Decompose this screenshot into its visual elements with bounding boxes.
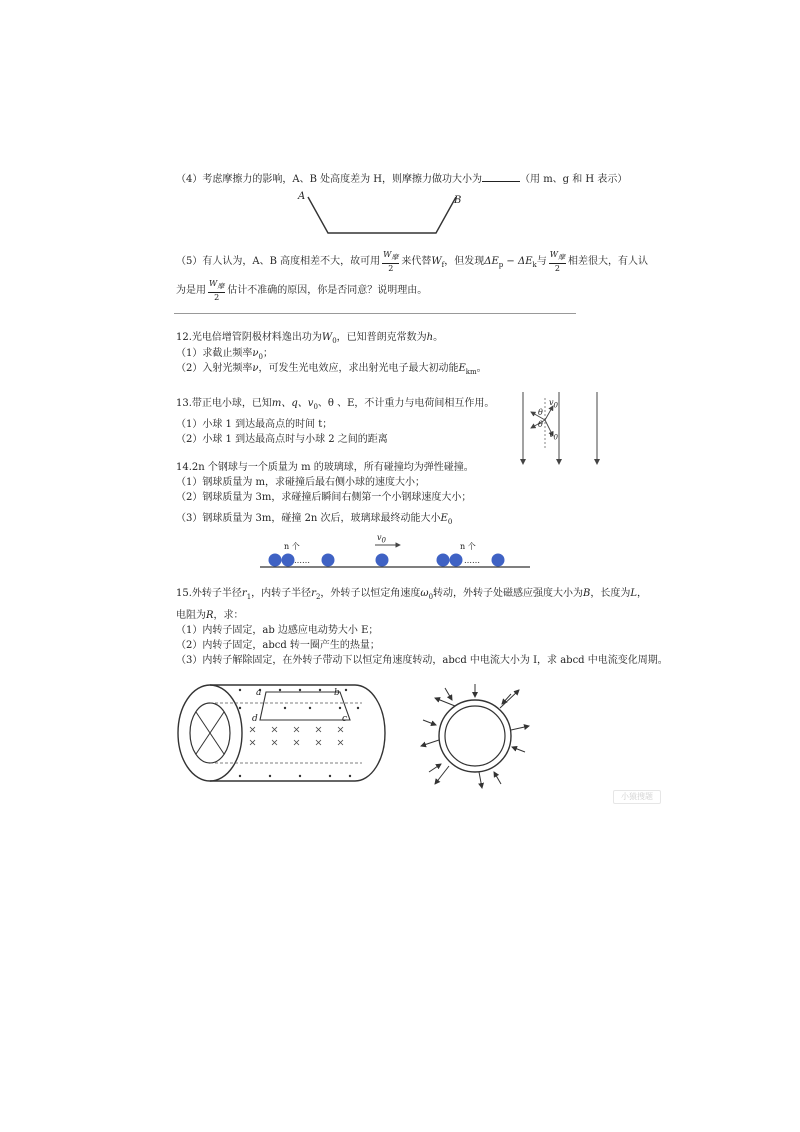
q13-title: 13.带正电小球，已知m、q、$v_0$、θ 、E，不计重力与电荷间相互作用。 [176, 398, 495, 411]
q15-line2: 电阻为R，求： [176, 610, 244, 621]
fig13-theta-2: θ [538, 420, 543, 429]
point-label-b: B [454, 195, 462, 206]
electric-field-figure [515, 390, 605, 470]
fig14-dots-right: …… [464, 556, 480, 565]
fig14-dots-left: …… [294, 556, 310, 565]
rotor-cylinder-figure [170, 680, 390, 785]
fig14-n-left: n 个 [284, 542, 300, 551]
q11-part4-text: （4）考虑摩擦力的影响，A、B 处高度差为 H，则摩擦力做功大小为 （用 m、g 和 H 表示） [176, 174, 628, 185]
fig15-label-d: d [252, 714, 258, 724]
watermark-badge: 小猿搜题 [613, 790, 661, 804]
q13-sub2: （2）小球 1 到达最高点时与小球 2 之间的距离 [176, 434, 388, 445]
fig13-v0-top: $v_0$ [549, 398, 558, 410]
q11-part5-line1: （5）有人认为，A、B 高度相差不大，故可用 $\frac{W_摩}{2}$ 来代替$W_f$，但发现$\Delta E_p - \Delta E_k$与 $\frac{W_摩}{2}$ 相差很大，有人认 [176, 250, 648, 273]
q13-sub1: （1）小球 1 到达最高点的时间 t； [176, 419, 333, 430]
q15-sub1: （1）内转子固定，ab 边感应电动势大小 E； [176, 625, 379, 636]
fig14-v0: $v_0$ [377, 533, 386, 545]
fraction-w-over-2-c: $\frac{W_摩}{2}$ [209, 279, 225, 302]
fig14-n-right: n 个 [460, 542, 476, 551]
q14-sub1: （1）钢球质量为 m，求碰撞后最右侧小球的速度大小； [176, 477, 426, 488]
fig13-v0-bottom: $v_0$ [549, 430, 558, 442]
fraction-w-over-2-b: $\frac{W_摩}{2}$ [549, 250, 565, 273]
answer-blank [482, 172, 520, 182]
point-label-a: A [298, 191, 306, 202]
trough-track-figure [296, 185, 466, 240]
section-divider [174, 313, 576, 314]
q11-part5-line2: 为是用 $\frac{W_摩}{2}$ 估计不准确的原因，你是否同意？说明理由。 [176, 279, 428, 302]
fig15-label-a: a [256, 688, 262, 698]
q12-title: 12.光电倍增管阴极材料逸出功为$W_0$，已知普朗克常数为h。 [176, 332, 444, 345]
q12-sub1: （1）求截止频率$\nu_0$； [176, 348, 273, 361]
q14-sub3: （3）钢球质量为 3m，碰撞 2n 次后，玻璃球最终动能大小$E_0$ [176, 513, 453, 526]
q14-title: 14.2n 个钢球与一个质量为 m 的玻璃球，所有碰撞均为弹性碰撞。 [176, 462, 474, 473]
q12-sub2: （2）入射光频率ν，可发生光电效应，求出射光电子最大初动能$E_{km}$。 [176, 363, 487, 376]
fig15-label-c: c [342, 714, 348, 724]
radial-field-ring-figure [415, 680, 535, 790]
fig15-label-b: b [334, 688, 340, 698]
q14-sub2: （2）钢球质量为 3m，求碰撞后瞬间右侧第一个小钢球速度大小； [176, 492, 472, 503]
q15-sub2: （2）内转子固定，abcd 转一圈产生的热量； [176, 640, 380, 651]
q15-title: 15.外转子半径$r_1$，内转子半径$r_2$，外转子以恒定角速度$\omega_0$转动，外转子处磁感应强度大小为B，长度为L， [176, 588, 648, 601]
q15-sub3: （3）内转子解除固定，在外转子带动下以恒定角速度转动，abcd 中电流大小为 I，求 abcd 中电流变化周期。 [176, 655, 668, 666]
fig13-theta-1: θ [538, 408, 543, 417]
fraction-w-over-2: $\frac{W_摩}{2}$ [383, 250, 399, 273]
